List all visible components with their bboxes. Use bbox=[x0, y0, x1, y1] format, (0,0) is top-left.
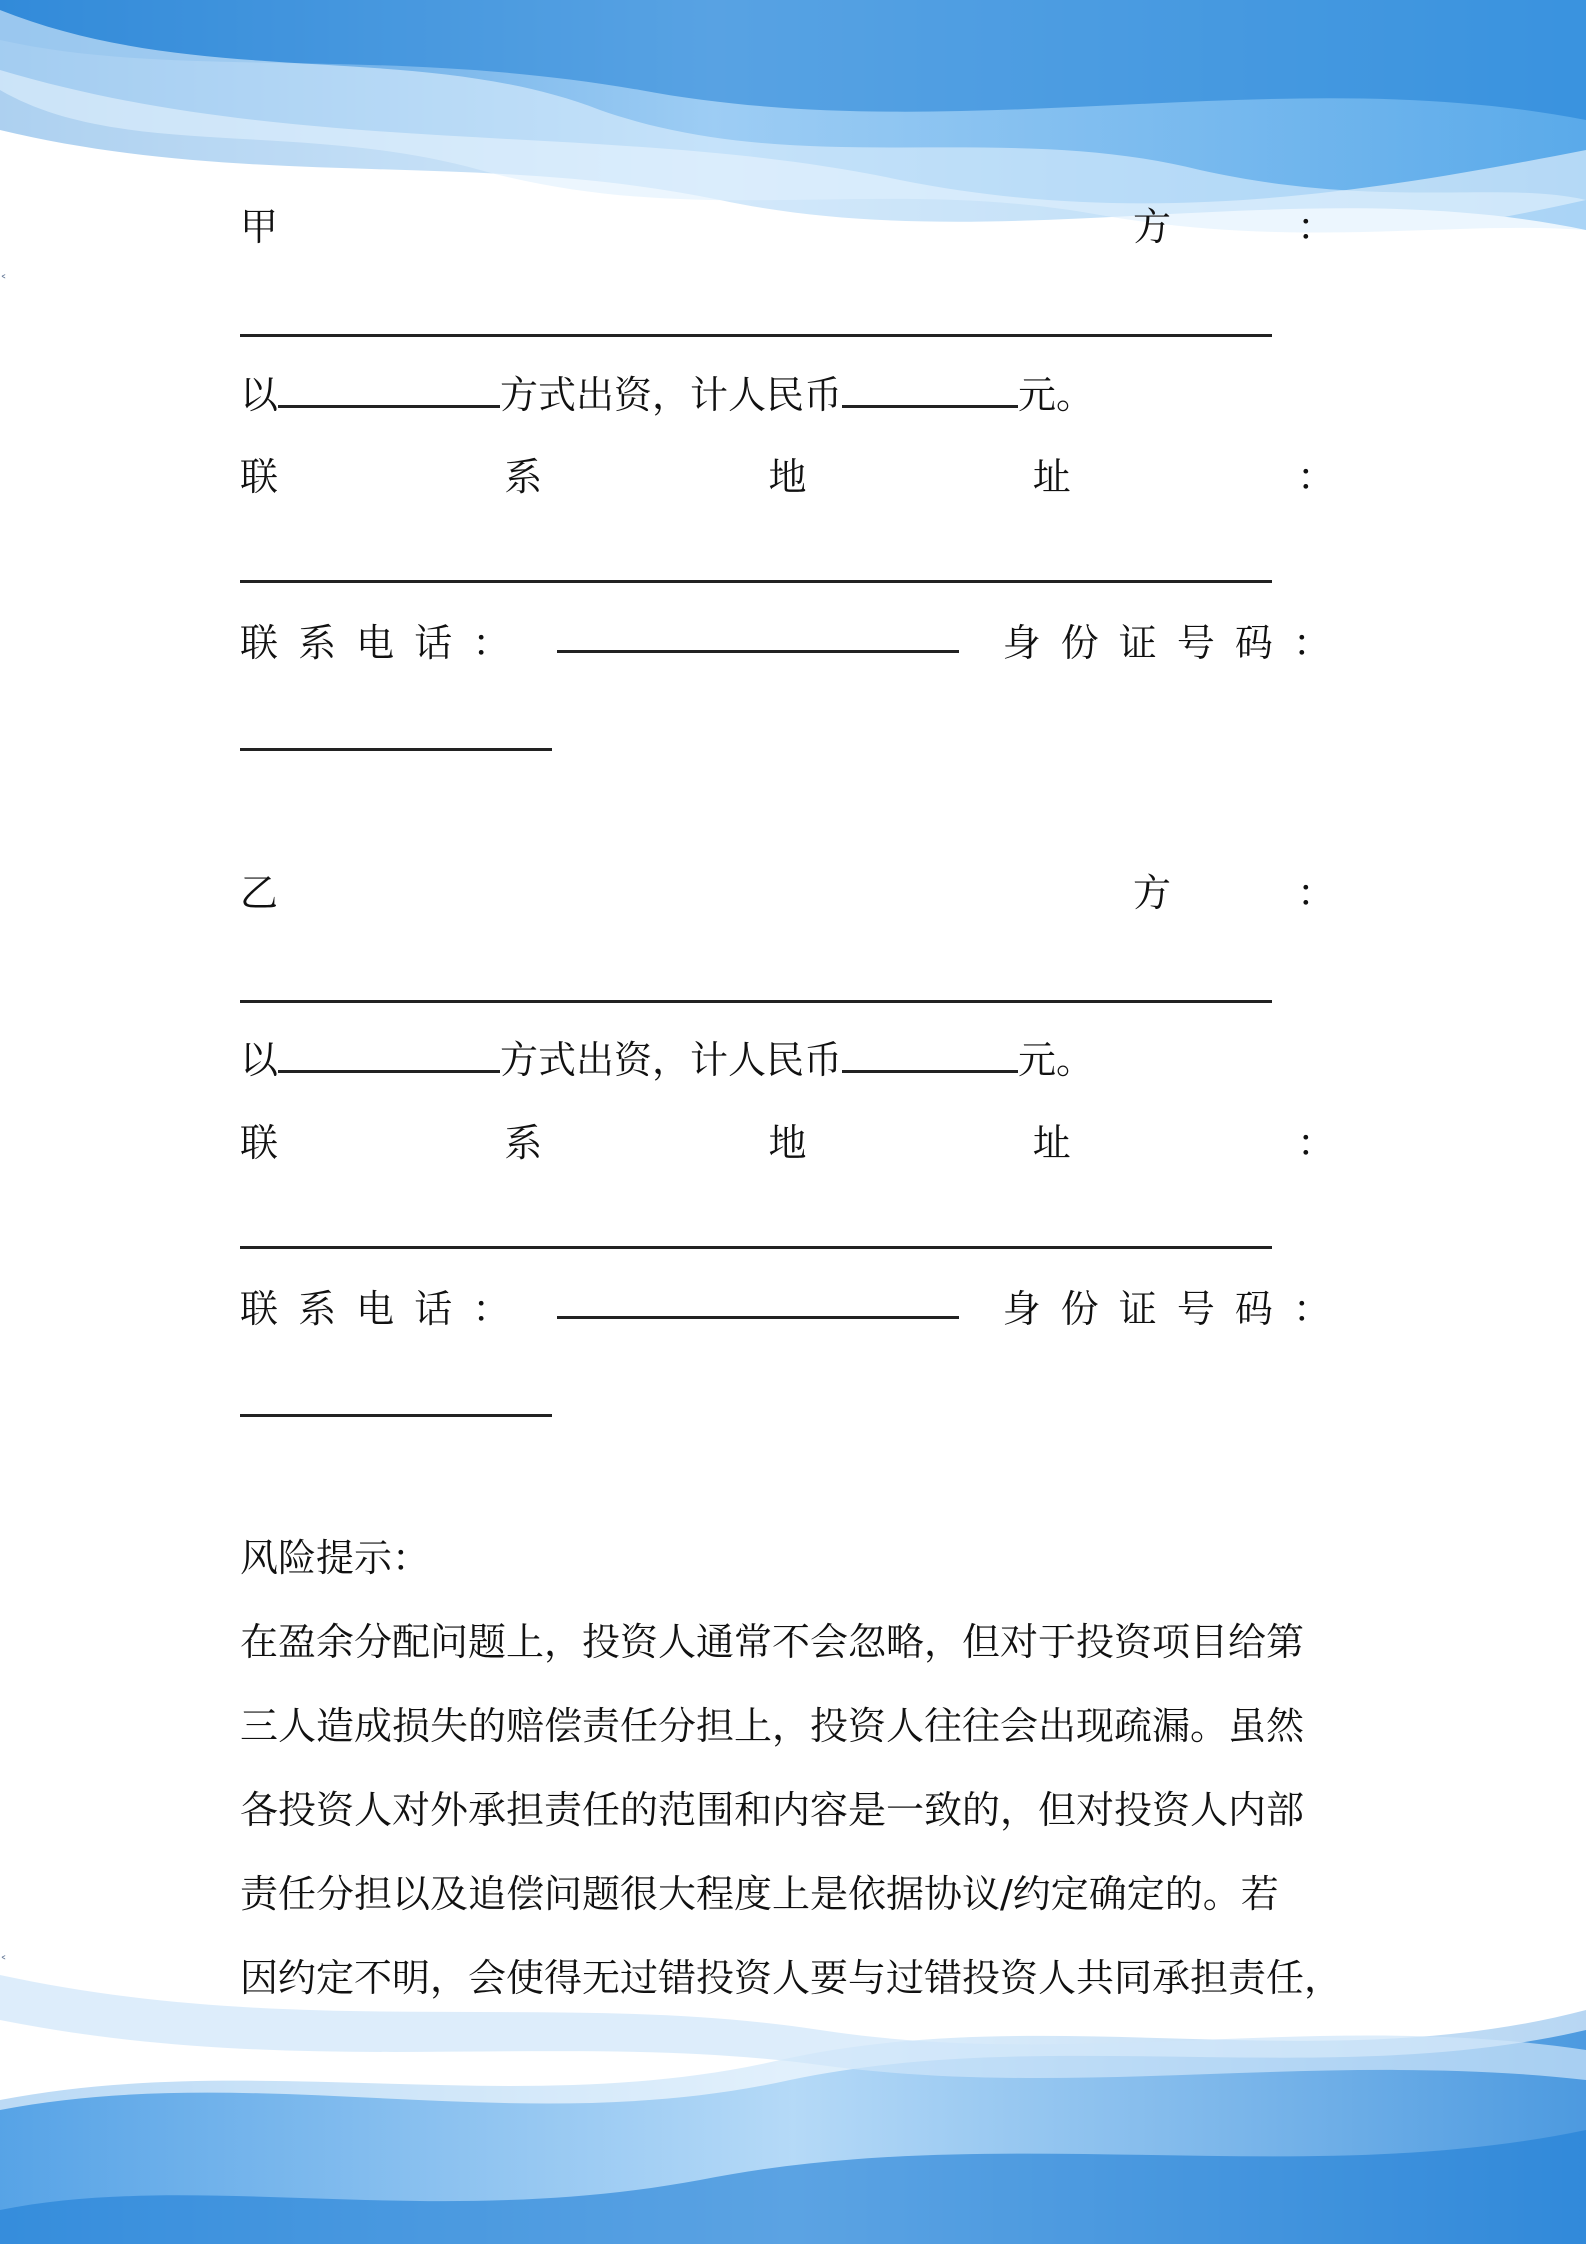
party-b-amount-blank[interactable] bbox=[842, 1038, 1018, 1073]
party-a-address-char-1: 联 bbox=[240, 455, 279, 499]
party-a-address-blank[interactable] bbox=[240, 580, 1272, 583]
edge-mark-bottom: ˂ bbox=[0, 1955, 7, 1971]
party-a-phone-row bbox=[240, 618, 1335, 668]
party-a-name-blank[interactable] bbox=[240, 334, 1272, 337]
party-a-char-2: 方 bbox=[1132, 205, 1171, 249]
party-a-address-char-3: 地 bbox=[768, 455, 807, 499]
party-b-id-label: 身 份 证 号 码 ： bbox=[1002, 1287, 1335, 1331]
party-a-capital-prefix: 以 bbox=[240, 373, 279, 417]
party-b-address-blank[interactable] bbox=[240, 1246, 1272, 1249]
party-b-method-blank[interactable] bbox=[278, 1038, 500, 1073]
document-page bbox=[240, 0, 1350, 2244]
party-b-capital-middle: 方式出资，计人民币 bbox=[500, 1038, 843, 1082]
party-b-address-colon: ： bbox=[1296, 1121, 1335, 1165]
party-a-label bbox=[240, 202, 1335, 252]
party-b-phone-blank[interactable] bbox=[557, 1284, 959, 1319]
party-a-address-char-4: 址 bbox=[1032, 455, 1071, 499]
party-a-capital-middle: 方式出资，计人民币 bbox=[500, 373, 843, 417]
party-a-address-char-2: 系 bbox=[504, 455, 543, 499]
party-b-address-char-1: 联 bbox=[240, 1121, 279, 1165]
risk-line-1: 在盈余分配问题上，投资人通常不会忽略，但对于投资项目给第 bbox=[240, 1620, 1305, 1664]
risk-line-2: 三人造成损失的赔偿责任分担上，投资人往往会出现疏漏。虽然 bbox=[240, 1704, 1305, 1748]
party-a-char-1: 甲 bbox=[240, 205, 279, 249]
party-a-method-blank[interactable] bbox=[278, 373, 500, 408]
party-b-char-1: 乙 bbox=[240, 871, 279, 915]
party-a-id-label: 身 份 证 号 码 ： bbox=[1002, 621, 1335, 665]
party-b-name-blank[interactable] bbox=[240, 1000, 1272, 1003]
edge-mark-top: ˂ bbox=[0, 274, 7, 290]
party-b-address-char-3: 地 bbox=[768, 1121, 807, 1165]
party-b-address-label bbox=[240, 1118, 1335, 1168]
risk-heading: 风险提示： bbox=[240, 1536, 431, 1580]
party-b-label bbox=[240, 868, 1335, 918]
party-b-phone-row bbox=[240, 1284, 1335, 1334]
risk-line-3: 各投资人对外承担责任的范围和内容是一致的，但对投资人内部 bbox=[240, 1788, 1305, 1832]
party-a-id-blank[interactable] bbox=[240, 748, 552, 751]
party-a-colon: ： bbox=[1296, 205, 1335, 249]
party-a-phone-label: 联 系 电 话 ： bbox=[240, 621, 515, 665]
party-a-phone-blank[interactable] bbox=[557, 618, 959, 653]
party-a-capital-suffix: 元。 bbox=[1018, 373, 1095, 417]
party-a-address-colon: ： bbox=[1296, 455, 1335, 499]
risk-line-4: 责任分担以及追偿问题很大程度上是依据协议/约定确定的。若 bbox=[240, 1872, 1279, 1916]
party-a-address-label bbox=[240, 452, 1335, 502]
party-b-phone-label: 联 系 电 话 ： bbox=[240, 1287, 515, 1331]
party-a-capital bbox=[240, 370, 1335, 420]
risk-line-5: 因约定不明，会使得无过错投资人要与过错投资人共同承担责任， bbox=[240, 1956, 1343, 2000]
party-b-id-blank[interactable] bbox=[240, 1414, 552, 1417]
party-b-capital bbox=[240, 1035, 1335, 1085]
party-b-capital-suffix: 元。 bbox=[1018, 1038, 1095, 1082]
party-b-colon: ： bbox=[1296, 871, 1335, 915]
party-a-amount-blank[interactable] bbox=[842, 373, 1018, 408]
party-b-char-2: 方 bbox=[1132, 871, 1171, 915]
party-b-capital-prefix: 以 bbox=[240, 1038, 279, 1082]
party-b-address-char-2: 系 bbox=[504, 1121, 543, 1165]
party-b-address-char-4: 址 bbox=[1032, 1121, 1071, 1165]
